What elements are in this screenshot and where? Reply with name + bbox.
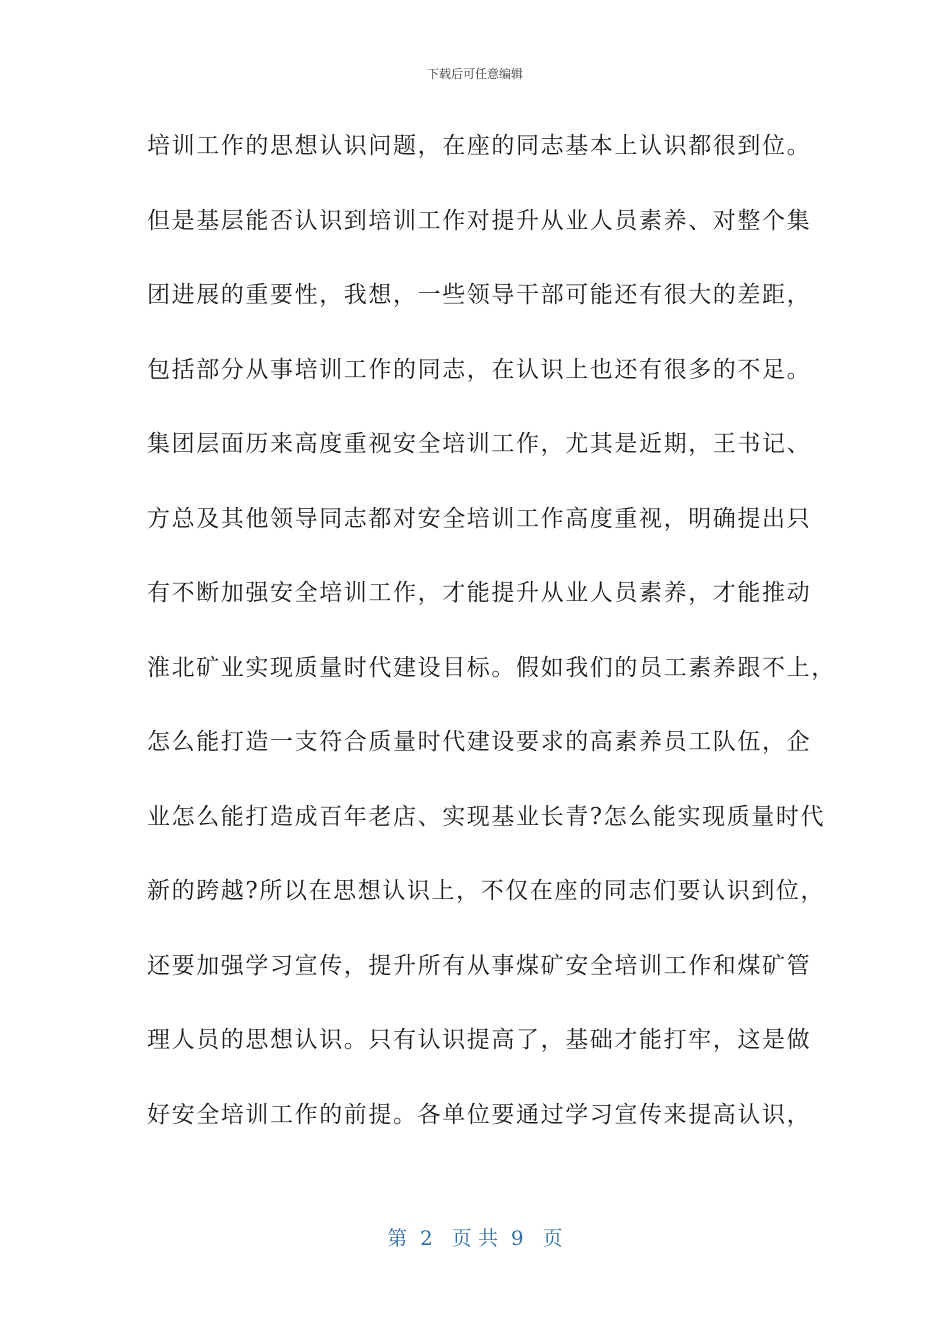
body-line: 还要加强学习宣传，提升所有从事煤矿安全培训工作和煤矿管 <box>147 952 812 979</box>
body-line: 好安全培训工作的前提。各单位要通过学习宣传来提高认识， <box>147 1101 812 1128</box>
body-line: 理人员的思想认识。只有认识提高了，基础才能打牢，这是做 <box>147 1027 812 1053</box>
body-line: 业怎么能打造成百年老店、实现基业长青?怎么能实现质量时代 <box>147 803 826 830</box>
page-header: 下载后可任意编辑 <box>426 67 523 81</box>
body-line: 有不断加强安全培训工作，才能提升从业人员素养，才能推动 <box>147 580 812 606</box>
body-line: 包括部分从事培训工作的同志，在认识上也还有很多的不足。 <box>147 356 812 383</box>
document-body <box>147 126 836 1169</box>
body-line: 淮北矿业实现质量时代建设目标。假如我们的员工素养跟不上， <box>147 654 836 681</box>
body-line: 怎么能打造一支符合质量时代建设要求的高素养员工队伍，企 <box>147 729 812 755</box>
body-line: 培训工作的思想认识问题，在座的同志基本上认识都很到位。 <box>147 133 812 159</box>
body-line: 团进展的重要性，我想，一些领导干部可能还有很大的差距， <box>147 282 812 308</box>
page-number-footer: 第 2 页 共 9 页 <box>387 1226 563 1250</box>
body-line: 方总及其他领导同志都对安全培训工作高度重视，明确提出只 <box>147 505 812 532</box>
body-line: 集团层面历来高度重视安全培训工作，尤其是近期，王书记、 <box>147 431 812 457</box>
body-line: 新的跨越?所以在思想认识上，不仅在座的同志们要认识到位， <box>147 878 826 904</box>
body-line: 但是基层能否认识到培训工作对提升从业人员素养、对整个集 <box>147 207 812 234</box>
